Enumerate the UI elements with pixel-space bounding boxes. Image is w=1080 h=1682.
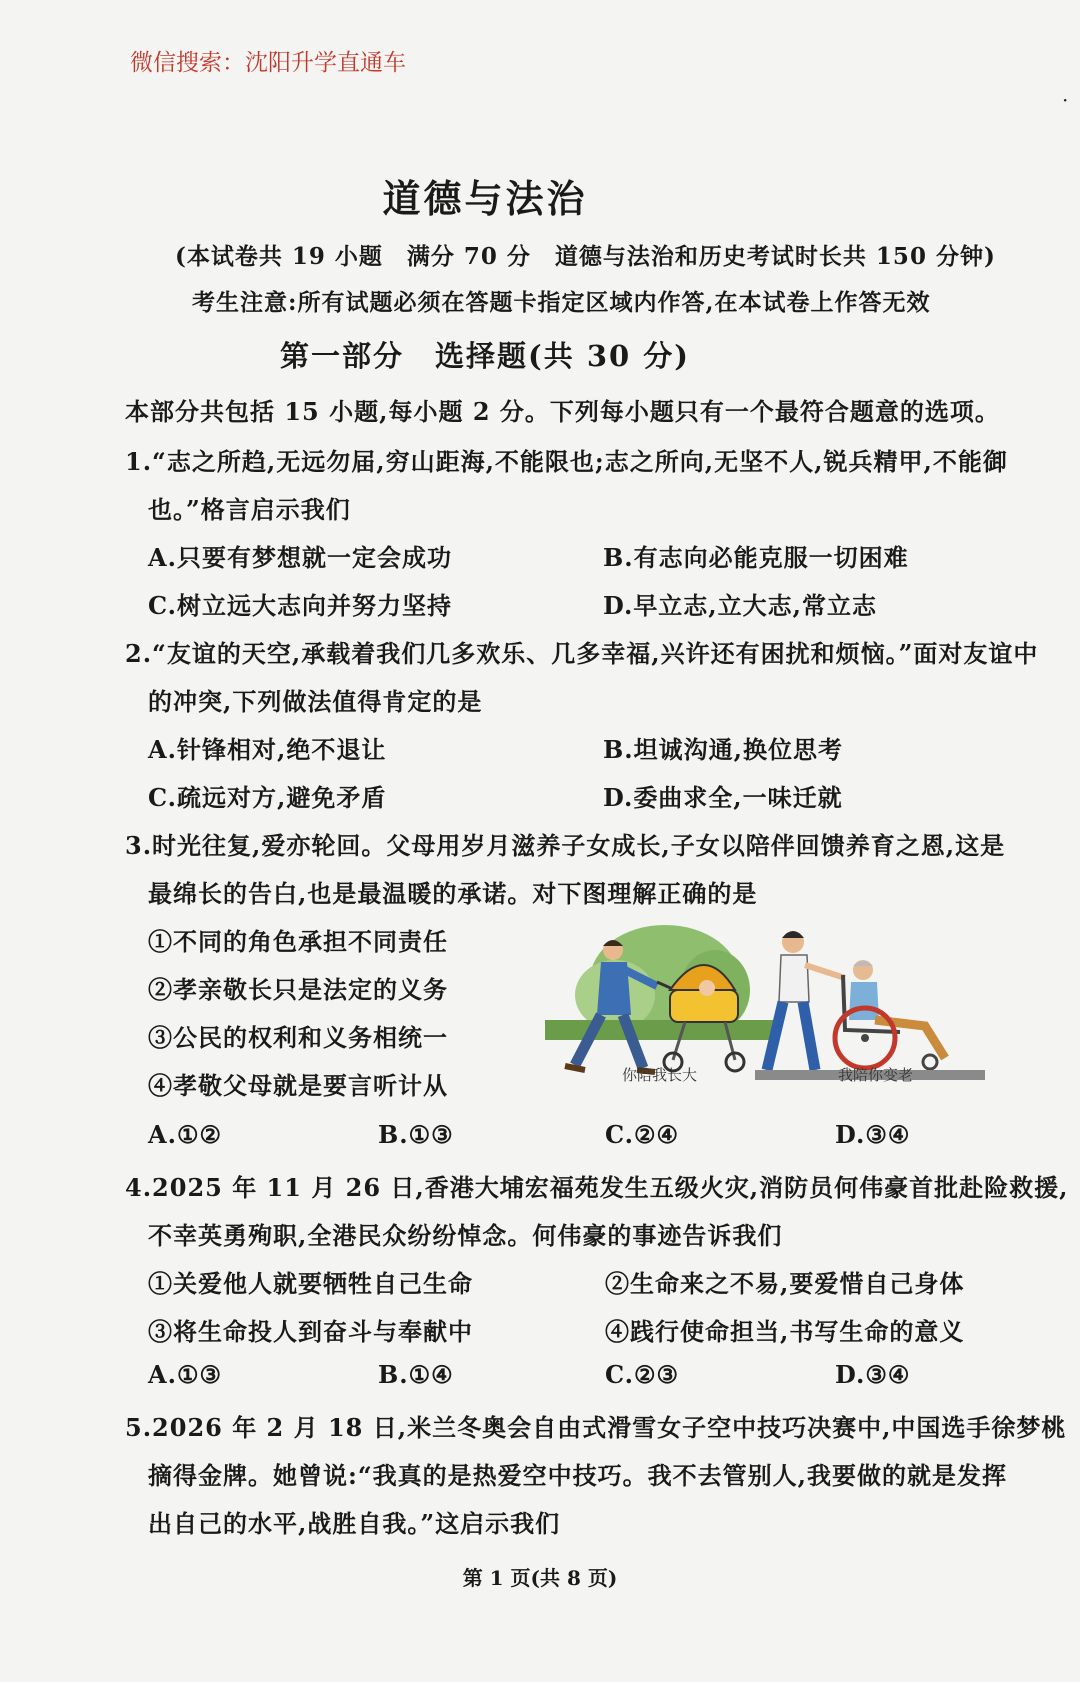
question-4-stem-cont: 不幸英勇殉职,全港民众纷纷悼念。何伟豪的事迹告诉我们 bbox=[148, 1221, 783, 1250]
question-3-item-3: ③公民的权利和义务相统一 bbox=[148, 1023, 448, 1052]
question-4-item-1: ①关爱他人就要牺牲自己生命 bbox=[148, 1269, 473, 1298]
question-3-option-c[interactable]: C.②④ bbox=[605, 1120, 680, 1149]
son-hair bbox=[782, 931, 804, 938]
question-1-stem: 1.“志之所趋,无远勿届,穷山距海,不能限也;志之所向,无坚不人,锐兵精甲,不能御 bbox=[125, 447, 1008, 476]
illustration-caption-right: 我陪你变老 bbox=[838, 1066, 914, 1084]
elder-hair bbox=[853, 961, 873, 966]
question-5-stem: 5.2026 年 2 月 18 日,米兰冬奥会自由式滑雪女子空中技巧决赛中,中国选手徐梦桃 bbox=[125, 1413, 1067, 1442]
question-3-option-a[interactable]: A.①② bbox=[148, 1120, 223, 1149]
question-3-stem-cont: 最绵长的告白,也是最温暖的承诺。对下图理解正确的是 bbox=[148, 879, 758, 908]
exam-title: 道德与法治 bbox=[382, 176, 588, 221]
question-5-stem-cont: 摘得金牌。她曾说:“我真的是热爱空中技巧。我不去管别人,我要做的就是发挥 bbox=[148, 1461, 1008, 1490]
question-3-item-2: ②孝亲敬长只是法定的义务 bbox=[148, 975, 448, 1004]
watermark-text: 微信搜索：沈阳升学直通车 bbox=[130, 50, 406, 76]
question-4-item-2: ②生命来之不易,要爱惜自己身体 bbox=[605, 1269, 965, 1298]
elder-leg bbox=[875, 1020, 945, 1058]
question-1-option-a[interactable]: A.只要有梦想就一定会成功 bbox=[148, 543, 452, 572]
question-3-stem: 3.时光往复,爱亦轮回。父母用岁月滋养子女成长,子女以陪伴回馈养育之恩,这是 bbox=[125, 831, 1006, 860]
question-2-option-c[interactable]: C.疏远对方,避免矛盾 bbox=[148, 783, 387, 812]
wheelchair-caster bbox=[923, 1055, 937, 1069]
question-4-option-d[interactable]: D.③④ bbox=[835, 1360, 911, 1389]
elder-shirt bbox=[849, 982, 879, 1020]
question-4-item-4: ④践行使命担当,书写生命的意义 bbox=[605, 1317, 965, 1346]
question-4-stem: 4.2025 年 11 月 26 日,香港大埔宏福苑发生五级火灾,消防员何伟豪首批赴险救援, bbox=[125, 1173, 1069, 1202]
question-4-item-3: ③将生命投人到奋斗与奉献中 bbox=[148, 1317, 473, 1346]
wheelchair-hub bbox=[861, 1034, 869, 1042]
question-4-option-b[interactable]: B.①④ bbox=[378, 1360, 454, 1389]
section-instruction: 本部分共包括 15 小题,每小题 2 分。下列每小题只有一个最符合题意的选项。 bbox=[125, 397, 1000, 426]
question-3-item-1: ①不同的角色承担不同责任 bbox=[148, 927, 448, 956]
question-2-option-d[interactable]: D.委曲求全,一味迁就 bbox=[603, 783, 843, 812]
question-3-option-d[interactable]: D.③④ bbox=[835, 1120, 911, 1149]
question-2-stem: 2.“友谊的天空,承载着我们几多欢乐、几多幸福,兴许还有困扰和烦恼。”面对友谊中 bbox=[125, 639, 1039, 668]
question-2-option-b[interactable]: B.坦诚沟通,换位思考 bbox=[603, 735, 843, 764]
question-1-option-d[interactable]: D.早立志,立大志,常立志 bbox=[603, 591, 878, 620]
question-3-option-b[interactable]: B.①③ bbox=[378, 1120, 454, 1149]
page-footer: 第 1 页(共 8 页) bbox=[462, 1566, 618, 1590]
question-3-item-4: ④孝敬父母就是要言听计从 bbox=[148, 1071, 448, 1100]
question-5-stem-cont-2: 出自己的水平,战胜自我。”这启示我们 bbox=[148, 1509, 561, 1538]
baby-head bbox=[699, 980, 715, 996]
bush bbox=[545, 1020, 775, 1040]
question-1-option-b[interactable]: B.有志向必能克服一切困难 bbox=[603, 543, 909, 572]
son-leg bbox=[803, 1002, 815, 1070]
question-1-option-c[interactable]: C.树立远大志向并努力坚持 bbox=[148, 591, 453, 620]
question-2-option-a[interactable]: A.针锋相对,绝不退让 bbox=[148, 735, 387, 764]
parent-child-illustration bbox=[545, 920, 1005, 1088]
question-4-option-a[interactable]: A.①③ bbox=[148, 1360, 223, 1389]
question-2-stem-cont: 的冲突,下列做法值得肯定的是 bbox=[148, 687, 483, 716]
son-leg bbox=[767, 1002, 783, 1070]
exam-info: (本试卷共 19 小题 满分 70 分 道德与法治和历史考试时长共 150 分钟) bbox=[175, 243, 996, 270]
section-heading: 第一部分 选择题(共 30 分) bbox=[280, 339, 690, 373]
illustration-caption-left: 你陪我长大 bbox=[622, 1066, 698, 1084]
question-4-option-c[interactable]: C.②③ bbox=[605, 1360, 680, 1389]
corner-mark: · bbox=[1062, 88, 1069, 112]
son-arm bbox=[805, 965, 845, 978]
question-1-stem-cont: 也。”格言启示我们 bbox=[148, 495, 351, 524]
son-shirt bbox=[779, 955, 809, 1002]
father-shoe bbox=[565, 1066, 585, 1070]
exam-notice: 考生注意:所有试题必须在答题卡指定区域内作答,在本试卷上作答无效 bbox=[192, 289, 931, 316]
